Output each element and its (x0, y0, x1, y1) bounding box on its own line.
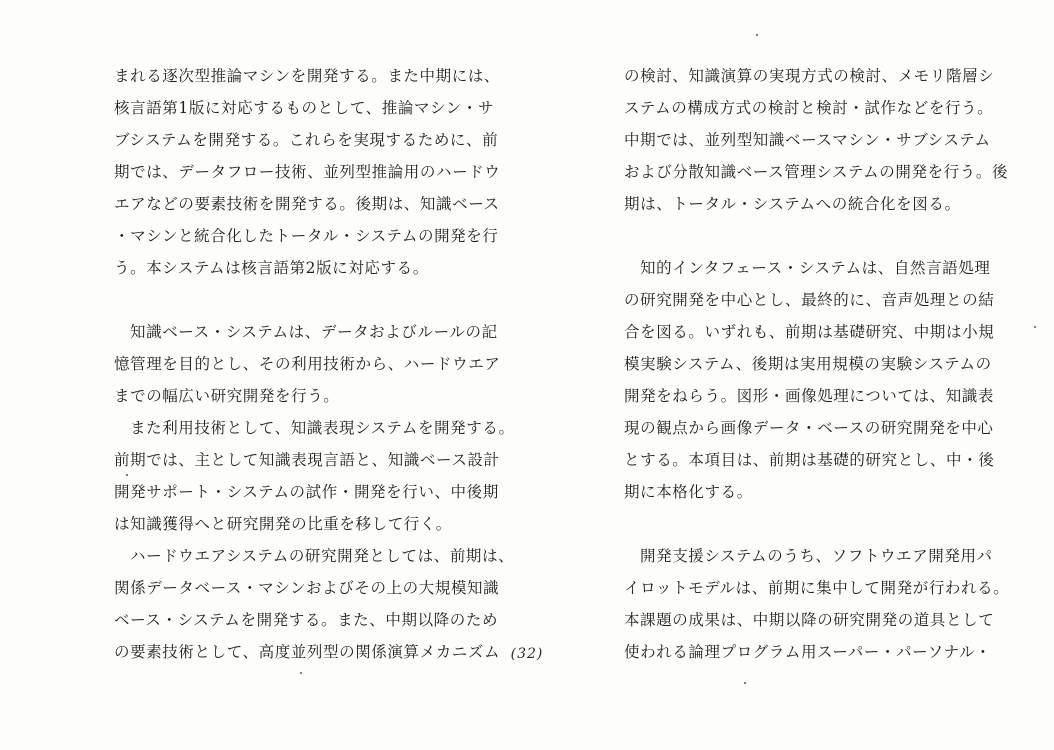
text-line: ・マシンと統合化したトータル・システムの開発を行 (114, 227, 499, 245)
text-line: 核言語第1版に対応するものとして、推論マシン・サ (114, 99, 495, 117)
text-line: とする。本項目は、前期は基礎的研究とし、中・後 (624, 451, 995, 469)
text-line: また利用技術として、知識表現システムを開発する。 (130, 419, 515, 437)
text-line: 前期では、主として知識表現言語と、知識ベース設計 (114, 451, 500, 469)
text-line: の要素技術として、高度並列型の関係演算メカニズム (114, 643, 501, 661)
paragraph-gap (114, 284, 486, 316)
text-line: は知識獲得へと研究開発の比重を移して行く。 (114, 515, 452, 533)
text-line: 模実験システム、後期は実用規模の実験システムの (624, 355, 992, 373)
text-line: 関係データベース・マシンおよびその上の大規模知識 (114, 579, 500, 597)
scan-speck (126, 474, 128, 476)
text-line: 開発をねらう。図形・画像処理については、知識表 (624, 387, 994, 405)
paragraph-gap (624, 508, 996, 540)
text-line: 使われる論理プログラム用スーパー・パーソナル・ (624, 643, 992, 661)
text-line: 中期では、並列型知識ベースマシン・サブシステム (624, 131, 991, 149)
text-line: 知識ベース・システムは、データおよびルールの記 (130, 323, 498, 341)
text-line: う。本システムは核言語第2版に対応する。 (114, 259, 429, 277)
text-line: の研究開発を中心とし、最終的に、音声処理との結 (624, 291, 995, 309)
text-line: 現の観点から画像データ・ベースの研究開発を中心 (624, 419, 994, 437)
text-line: 期では、データフロー技術、並列型推論用のハードウ (114, 163, 501, 181)
text-line: および分散知識ベース管理システムの開発を行う。後 (624, 163, 1009, 181)
text-line: ハードウエアシステムの研究開発としては、前期は、 (130, 547, 515, 565)
scan-speck (744, 682, 746, 684)
text-line: ステムの構成方式の検討と検討・試作などを行う。 (624, 99, 994, 117)
text-line: まれる逐次型推論マシンを開発する。また中期には、 (114, 67, 501, 85)
text-line: 憶管理を目的とし、その利用技術から、ハードウエア (114, 355, 501, 373)
left-text-column (114, 60, 515, 668)
text-line: 期は、トータル・システムへの統合化を図る。 (624, 195, 961, 213)
scan-speck (300, 672, 302, 674)
text-line: 合を図る。いずれも、前期は基礎研究、中期は小規 (624, 323, 995, 341)
right-text-column (624, 60, 1010, 668)
text-line: 本課題の成果は、中期以降の研究開発の道具として (624, 611, 995, 629)
text-line: 期に本格化する。 (624, 483, 753, 501)
text-line: ブシステムを開発する。これらを実現するために、前 (114, 131, 499, 149)
text-line: までの幅広い研究開発を行う。 (114, 387, 340, 405)
text-line: エアなどの要素技術を開発する。後期は、知識ベース (114, 195, 500, 213)
text-line: ベース・システムを開発する。また、中期以降のため (114, 611, 499, 629)
text-line: イロットモデルは、前期に集中して開発が行われる。 (624, 579, 1010, 597)
text-line: の検討、知識演算の実現方式の検討、メモリ階層シ (624, 67, 995, 85)
scan-speck (756, 34, 758, 36)
page-number: (32) (510, 646, 544, 662)
scan-speck (1034, 326, 1036, 328)
paragraph-gap (624, 220, 996, 252)
text-line: 開発支援システムのうち、ソフトウエア開発用パ (640, 547, 993, 565)
text-line: 開発サポート・システムの試作・開発を行い、中後期 (114, 483, 499, 501)
text-line: 知的インタフェース・システムは、自然言語処理 (640, 259, 991, 277)
